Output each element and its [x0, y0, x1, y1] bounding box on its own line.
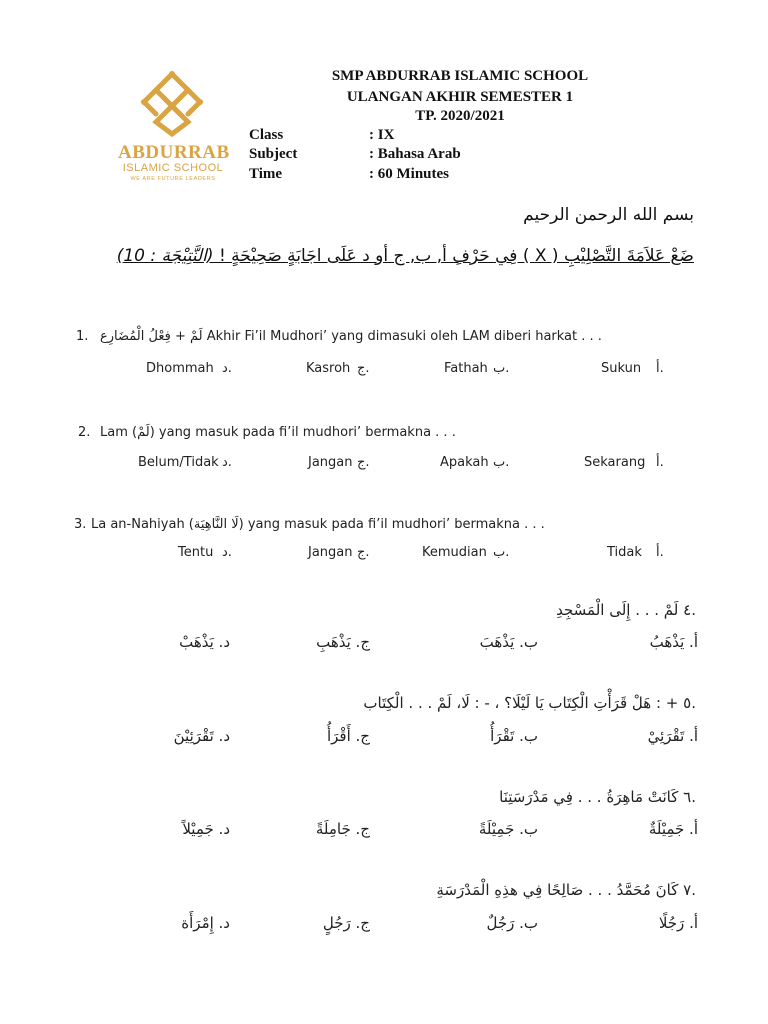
question-4-number: .٤	[683, 601, 696, 619]
option-d: د. إِمْرَأَة	[181, 914, 230, 932]
school-logo	[118, 70, 228, 182]
option-letter-a: أ.	[656, 545, 664, 560]
logo-tagline: WE ARE FUTURE LEADERS	[130, 176, 216, 182]
meta-value: : 60 Minutes	[369, 166, 449, 182]
question-6	[499, 788, 696, 806]
option-letter-d: د.	[222, 545, 232, 560]
option-a: Sekarang	[584, 455, 646, 470]
option-letter-b: ب.	[493, 361, 510, 376]
option-letter-b: ب.	[493, 455, 510, 470]
meta-value: : IX	[369, 127, 395, 143]
school-year: TP. 2020/2021	[415, 108, 505, 124]
option-a: Tidak	[607, 545, 642, 560]
option-b: ب. يَذْهَبَ	[479, 633, 538, 651]
option-letter-c: ج.	[357, 455, 370, 470]
logo-emblem-icon	[136, 70, 208, 138]
question-2-number: 2.	[78, 425, 91, 440]
option-d: Tentu	[178, 545, 214, 560]
option-c: ج. جَامِلَةً	[315, 820, 370, 838]
option-d: د. يَذْهَبْ	[179, 633, 230, 651]
question-5-text: + : هَلْ قَرَأْتِ الْكِتَاب يَا لَيْلَا؟ ، - : لَا، لَمْ . . . الْكِتَاب	[363, 694, 679, 712]
option-c: Jangan	[308, 545, 353, 560]
meta-value: : Bahasa Arab	[369, 146, 461, 162]
question-1-number: 1.	[76, 329, 89, 344]
option-a: أ. جَمِيْلَةٌ	[648, 820, 698, 838]
question-3-text: La an-Nahiyah (لَا النَّاهِيَة) yang masuk pada fi’il mudhori’ bermakna . . .	[91, 517, 545, 532]
meta-key: Time	[249, 166, 283, 182]
option-a: Sukun	[601, 361, 642, 376]
option-letter-a: أ.	[656, 455, 664, 470]
option-a: أ. تَقْرَئِيْ	[647, 727, 698, 745]
option-c: ج. رَجُلٍ	[322, 914, 370, 932]
option-d: د. تَقْرَئِيْنَ	[173, 727, 230, 745]
option-c: Jangan	[308, 455, 353, 470]
meta-key: Subject	[249, 146, 298, 162]
logo-subtitle: ISLAMIC SCHOOL	[122, 162, 224, 174]
option-letter-a: أ.	[656, 361, 664, 376]
question-2-text: Lam (لَمْ) yang masuk pada fi’il mudhori’ bermakna . . .	[100, 425, 456, 440]
question-1-text: لَمْ + فِعْلُ الْمُضَارِع Akhir Fi’il Mudhori’ yang dimasuki oleh LAM diberi harkat . . .	[100, 329, 602, 344]
question-7-text: كَانَ مُحَمَّدُ . . . صَالِحًا فِي هذِهِ الْمَدْرَسَةِ	[436, 881, 679, 899]
option-b: ب. جَمِيْلَةً	[478, 820, 538, 838]
option-letter-d: د.	[222, 455, 232, 470]
basmalah: بسم الله الرحمن الرحيم	[523, 205, 694, 225]
option-b: Apakah	[440, 455, 489, 470]
instruction-score: (النَّتِيْجَة : 10)	[116, 246, 214, 266]
question-4	[556, 601, 696, 619]
option-b: Kemudian	[422, 545, 487, 560]
question-3-number: 3.	[74, 517, 87, 532]
option-d: Belum/Tidak	[138, 455, 219, 470]
question-7	[436, 881, 696, 899]
question-7-number: .٧	[683, 881, 696, 899]
option-letter-c: ج.	[357, 545, 370, 560]
option-b: Fathah	[444, 361, 488, 376]
instruction-text: ضَعْ عَلاَمَةَ التَّصْلِيْبِ ( X ) فِي حَرْفِ أ, ب, ج أو د عَلَى اجَابَةٍ صَحِيْحَةٍ !	[218, 246, 694, 266]
option-letter-d: د.	[222, 361, 232, 376]
option-c: Kasroh	[306, 361, 351, 376]
option-letter-b: ب.	[493, 545, 510, 560]
instruction	[117, 246, 694, 266]
option-d: Dhommah	[146, 361, 214, 376]
question-5	[363, 694, 696, 712]
question-6-number: .٦	[683, 788, 696, 806]
option-letter-c: ج.	[357, 361, 370, 376]
option-a: أ. رَجُلًا	[658, 914, 698, 932]
option-a: أ. يَذْهَبُ	[649, 633, 698, 651]
option-b: ب. رَجُلٌ	[486, 914, 538, 932]
question-5-number: .٥	[683, 694, 696, 712]
meta-key: Class	[249, 127, 284, 143]
option-c: ج. يَذْهَبِ	[316, 633, 370, 651]
option-c: ج. أَقْرَأُ	[326, 727, 370, 745]
school-title: SMP ABDURRAB ISLAMIC SCHOOL	[331, 68, 589, 84]
question-4-text: لَمْ . . . إِلَى الْمَسْجِدِ	[556, 601, 679, 619]
question-6-text: كَانَتْ مَاهِرَةُ . . . فِي مَدْرَسَتِنَا	[499, 788, 679, 806]
exam-title: ULANGAN AKHIR SEMESTER 1	[346, 89, 574, 105]
logo-name: ABDURRAB	[118, 142, 230, 163]
option-d: د. جَمِيْلاً	[182, 820, 230, 838]
option-b: ب. تَقْرَأُ	[490, 727, 538, 745]
